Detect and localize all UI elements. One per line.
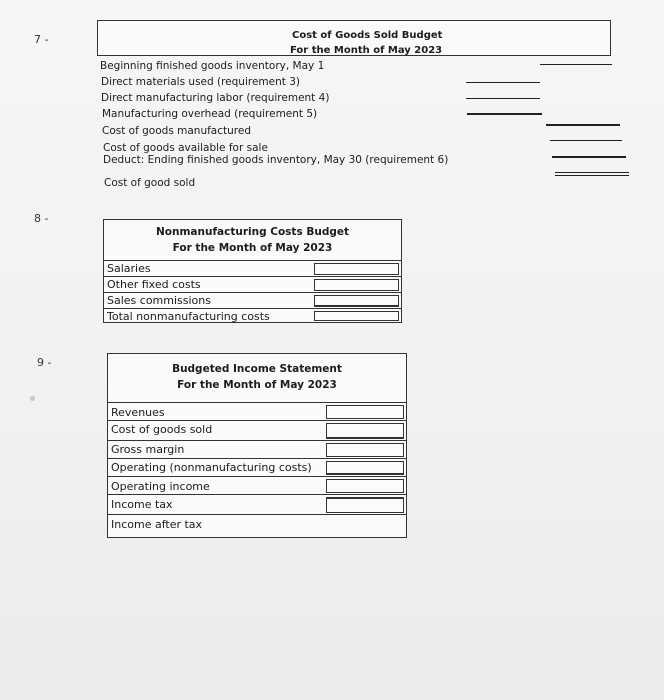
row-label-sales-commissions: Sales commissions: [107, 294, 211, 307]
cogs-line-direct-labor: Direct manufacturing labor (requirement 4): [101, 92, 330, 104]
cogs-answer-line[interactable]: [555, 172, 629, 173]
cogs-line-overhead: Manufacturing overhead (requirement 5): [102, 108, 318, 120]
cogs-subtitle: For the Month of May 2023: [290, 45, 443, 56]
cogs-answer-line[interactable]: [467, 113, 542, 115]
table-row: [104, 260, 401, 277]
table-row: [108, 514, 406, 537]
cogs-answer-line[interactable]: [546, 124, 620, 126]
cogs-answer-line[interactable]: [550, 140, 622, 141]
sales-commissions-amount-cell[interactable]: [314, 295, 399, 307]
row-label-other-fixed-costs: Other fixed costs: [107, 278, 201, 291]
table-row: [108, 476, 406, 495]
cogs-answer-line[interactable]: [466, 98, 540, 99]
row-label-operating-income: Operating income: [111, 480, 210, 493]
table-row: [104, 308, 401, 323]
row-label-revenues: Revenues: [111, 406, 165, 419]
table-row: [104, 276, 401, 293]
cogs-line-beginning-inventory: Beginning finished goods inventory, May 1: [100, 60, 325, 72]
total-nonmanufacturing-amount-cell[interactable]: [314, 311, 399, 321]
income-tax-amount-cell[interactable]: [326, 497, 404, 513]
cogs-answer-line[interactable]: [466, 82, 540, 83]
income-statement-title: Budgeted Income Statement: [172, 363, 342, 375]
other-fixed-costs-amount-cell[interactable]: [314, 279, 399, 291]
table-row: [108, 440, 406, 459]
question-8-number: 8 -: [34, 212, 49, 225]
question-9-number: 9 -: [37, 356, 52, 369]
income-statement-table: [107, 353, 407, 538]
row-label-operating-costs: Operating (nonmanufacturing costs): [111, 461, 312, 474]
cogs-line-ending-inventory: Deduct: Ending finished goods inventory, May 30 (requirement 6): [103, 154, 449, 166]
nonmanufacturing-title: Nonmanufacturing Costs Budget: [156, 226, 349, 238]
row-label-total-nonmanufacturing: Total nonmanufacturing costs: [107, 310, 270, 323]
cogs-line-direct-materials: Direct materials used (requirement 3): [101, 76, 300, 88]
row-label-gross-margin: Gross margin: [111, 443, 185, 456]
cogs-line-available: Cost of goods available for sale: [103, 142, 268, 154]
salaries-amount-cell[interactable]: [314, 263, 399, 275]
table-row: [108, 494, 406, 515]
cost-of-goods-sold-amount-cell[interactable]: [326, 423, 404, 439]
cogs-answer-line[interactable]: [552, 156, 626, 158]
nonmanufacturing-subtitle: For the Month of May 2023: [172, 242, 333, 254]
cogs-answer-line[interactable]: [540, 64, 612, 65]
row-label-income-after-tax: Income after tax: [111, 518, 203, 531]
revenues-amount-cell[interactable]: [326, 405, 404, 419]
row-label-cost-of-goods-sold: Cost of goods sold: [111, 423, 213, 436]
row-label-salaries: Salaries: [107, 262, 151, 275]
table-row: [104, 292, 401, 309]
cogs-line-cogm: Cost of goods manufactured: [102, 125, 251, 137]
question-7-number: 7 -: [34, 33, 49, 46]
table-row: [108, 402, 406, 421]
paper-mark: [30, 396, 35, 401]
gross-margin-amount-cell[interactable]: [326, 443, 404, 457]
cogs-title: Cost of Goods Sold Budget: [292, 30, 443, 41]
cogs-line-cost-of-goods-sold: Cost of good sold: [104, 177, 196, 189]
nonmanufacturing-table: [103, 219, 402, 323]
row-label-income-tax: Income tax: [111, 498, 173, 511]
income-statement-subtitle: For the Month of May 2023: [177, 379, 337, 391]
operating-costs-amount-cell[interactable]: [326, 461, 404, 475]
table-row: [108, 420, 406, 441]
cogs-answer-line[interactable]: [555, 175, 629, 176]
operating-income-amount-cell[interactable]: [326, 479, 404, 493]
table-row: [108, 458, 406, 477]
